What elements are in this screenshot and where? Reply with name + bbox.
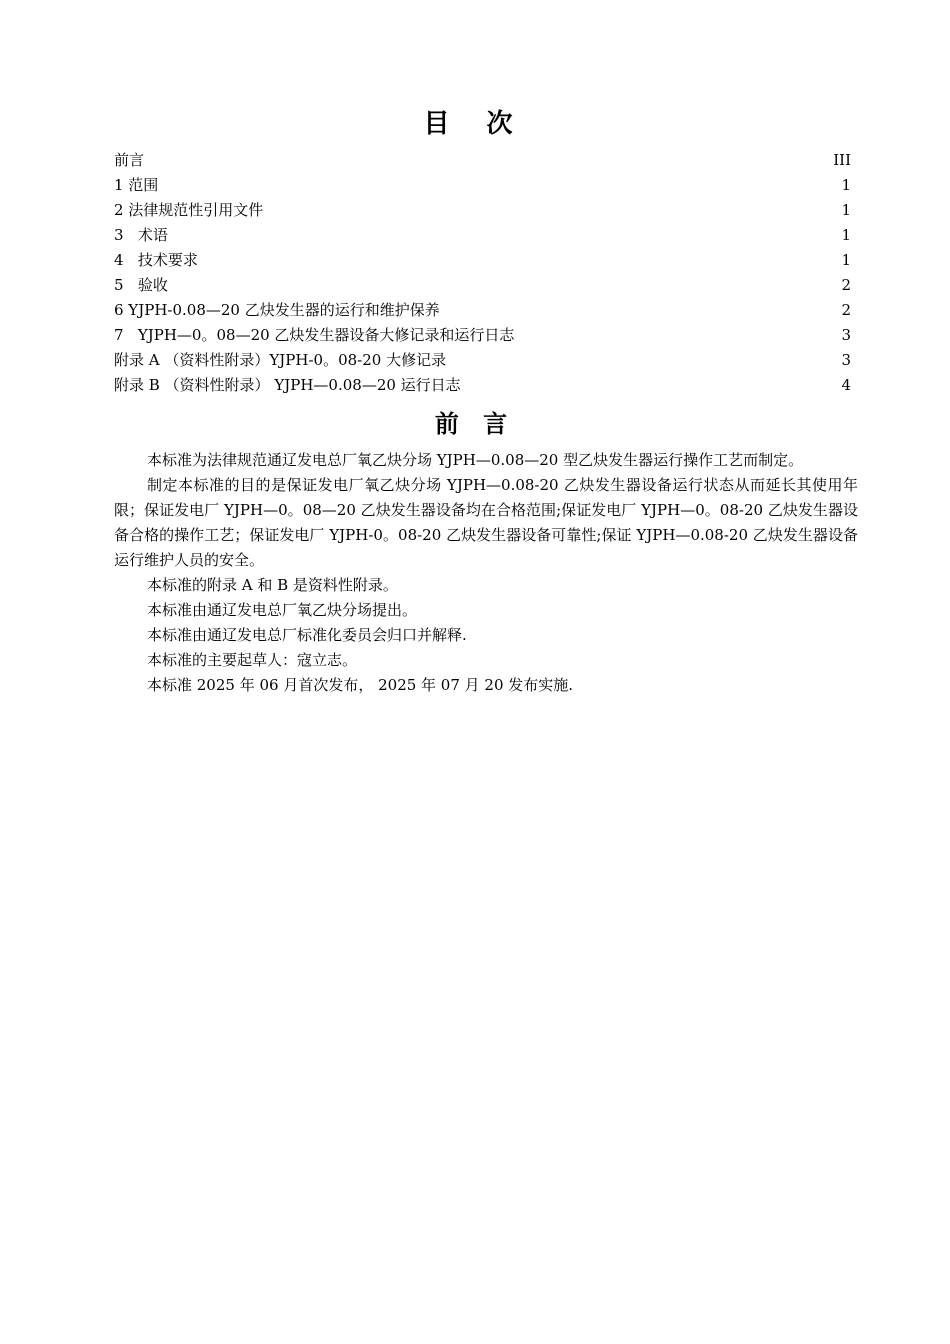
foreword-paragraph: 本标准的附录 A 和 B 是资料性附录。 (147, 576, 398, 594)
toc-entry-label: 5 验收 (114, 276, 168, 294)
toc-entry-label: 1 范围 (114, 176, 159, 194)
toc-entry-overhaul-records[interactable] (114, 323, 851, 348)
toc-entry-terms[interactable] (114, 223, 851, 248)
toc-entry-label: 附录 A （资料性附录）YJPH-0。08-20 大修记录 (114, 351, 447, 369)
toc-entry-page: 2 (841, 301, 851, 319)
toc-entry-acceptance[interactable] (114, 273, 851, 298)
toc-entry-foreword[interactable] (114, 148, 851, 173)
toc-entry-page: 1 (841, 176, 851, 194)
toc-entry-label: 7 YJPH—0。08—20 乙炔发生器设备大修记录和运行日志 (114, 326, 515, 344)
foreword-paragraph: 本标准 2025 年 06 月首次发布， 2025 年 07 月 20 发布实施. (147, 676, 574, 694)
toc-entry-page: 3 (841, 351, 851, 369)
toc-entry-page: 3 (841, 326, 851, 344)
toc-entry-page: 1 (841, 201, 851, 219)
foreword-paragraph: 本标准为法律规范通辽发电总厂氧乙炔分场 YJPH—0.08—20 型乙炔发生器运行操作工艺而制定。 (147, 451, 804, 469)
toc-entry-technical-requirements[interactable] (114, 248, 851, 273)
foreword-paragraph: 本标准由通辽发电总厂氧乙炔分场提出。 (147, 601, 418, 619)
toc-entry-scope[interactable] (114, 173, 851, 198)
foreword-title: 前 言 (434, 409, 516, 438)
foreword-paragraph: 本标准的主要起草人：寇立志。 (147, 651, 358, 669)
foreword-paragraph: 本标准由通辽发电总厂标准化委员会归口并解释. (147, 626, 467, 644)
toc-entry-page: 1 (841, 226, 851, 244)
toc-entry-operation-maintenance[interactable] (114, 298, 851, 323)
toc-entry-label: 前言 (114, 151, 145, 169)
toc-entry-page: 1 (841, 251, 851, 269)
table-of-contents (114, 148, 851, 398)
toc-entry-normative-references[interactable] (114, 198, 851, 223)
toc-entry-label: 4 技术要求 (114, 251, 198, 269)
toc-entry-label: 3 术语 (114, 226, 168, 244)
toc-entry-label: 2 法律规范性引用文件 (114, 201, 264, 219)
toc-entry-page: 4 (841, 376, 851, 394)
toc-title: 目 次 (423, 109, 527, 139)
toc-entry-label: 6 YJPH-0.08—20 乙炔发生器的运行和维护保养 (114, 301, 440, 319)
foreword-body (114, 448, 858, 698)
toc-entry-appendix-a[interactable] (114, 348, 851, 373)
toc-entry-page: III (833, 151, 851, 169)
toc-entry-appendix-b[interactable] (114, 373, 851, 398)
toc-entry-page: 2 (841, 276, 851, 294)
toc-entry-label: 附录 B （资料性附录） YJPH—0.08—20 运行日志 (114, 376, 461, 394)
foreword-paragraph: 制定本标准的目的是保证发电厂氧乙炔分场 YJPH—0.08-20 乙炔发生器设备运行状态从而延长其使用年限；保证发电厂 YJPH—0。08—20 乙炔发生器设备均在合格范围;保证发电厂 YJPH—0。08-20 乙炔发生器设备合格的操作工艺；保证发电厂 YJPH-0。08-20 乙炔发生器设备可靠性;保证 YJPH—0.08-20 乙炔发生器设备运行维护人员的安全。 (114, 476, 858, 569)
